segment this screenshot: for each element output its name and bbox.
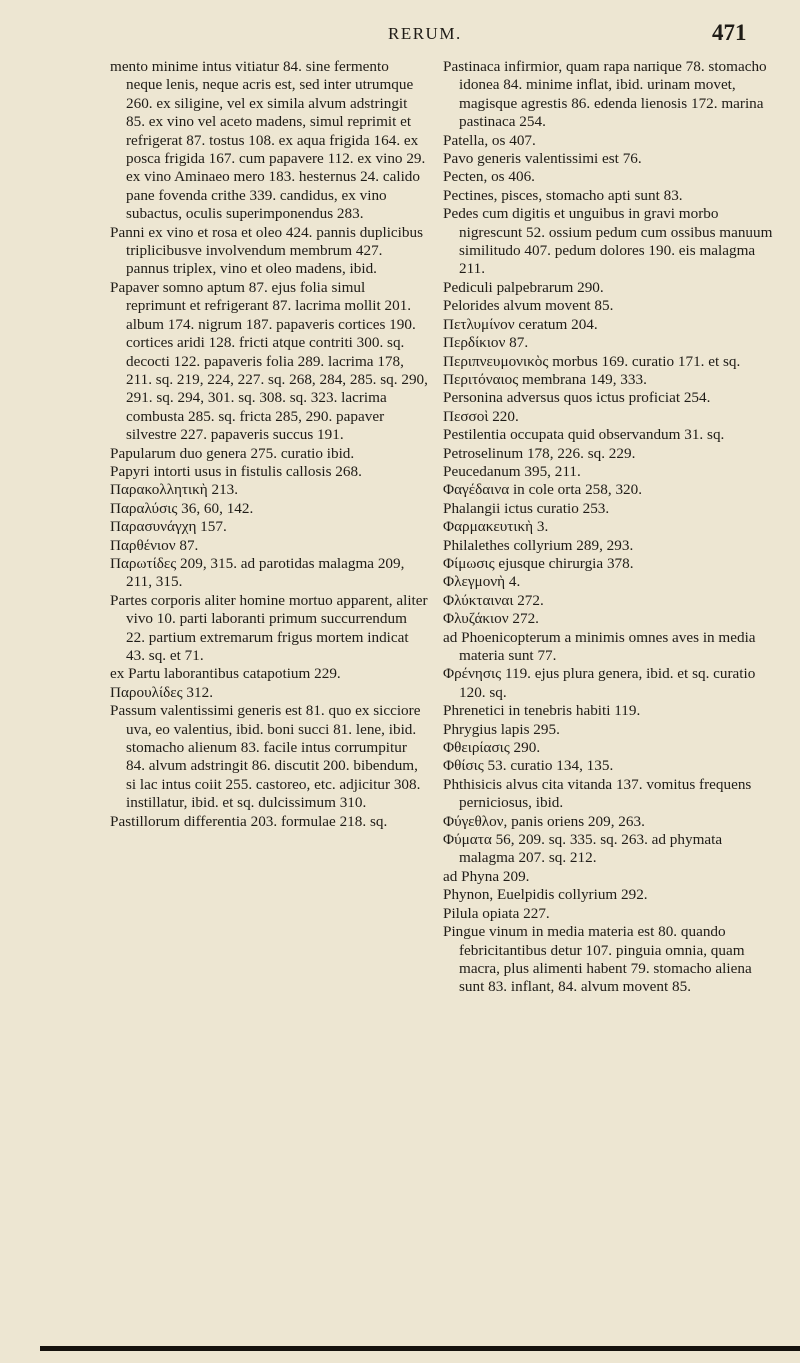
index-entry: Φαρμακευτικὴ 3. — [443, 518, 549, 536]
index-entry: Πετλυμίνον ceratum 204. — [443, 315, 598, 333]
index-entry: ex Partu laborantibus catapotium 229. — [110, 665, 341, 683]
index-entry: Pastinaca infirmior, quam rapa nапique 78. stomacho idonea 84. minime inflat, ibid. urinam movet, magisque agrestis 86. edenda lienosis 172. marina pastinaca 254. — [443, 58, 767, 131]
index-entry: Παραλύσις 36, 60, 142. — [110, 499, 254, 517]
index-entry: ad Phyna 209. — [443, 867, 530, 885]
index-entry: Φλυζάκιον 272. — [443, 610, 539, 628]
index-entry: Phrygius lapis 295. — [443, 720, 560, 738]
index-entry: Papularum duo genera 275. curatio ibid. — [110, 444, 355, 462]
index-entry: Παρακολλητικὴ 213. — [110, 481, 239, 499]
index-entry: Pavo generis valentissimi est 76. — [443, 150, 642, 168]
index-entry: Pastillorum differentia 203. formulae 218. sq. — [110, 812, 388, 830]
index-entry: Pecten, os 406. — [443, 168, 535, 186]
index-entry: Φλεγμονὴ 4. — [443, 573, 521, 591]
index-entry: Φθειρίασις 290. — [443, 739, 541, 757]
index-entry: Papaver somno aptum 87. ejus folia simul reprimunt et refrigerant 87. lacrima mollit 201. album 174. nigrum 187. papaveris cortices 190. cortices aridi 128. fricti atque contriti 300. sq. decocti 122. papaveris folia 289. lacrima 178, 211. sq. 219, 224, 227. sq. 268, 284, 285. sq. 290, 291. sq. 294, 301. sq. 308. sq. 323. lacrima combusta 285. sq. fricta 285, 290. papaver silvestre 227. papaveris succus 191. — [110, 278, 428, 444]
index-entry: Phthisicis alvus cita vitanda 137. vomitus frequens perniciosus, ibid. — [443, 775, 752, 812]
index-entry: Παρασυνάγχη 157. — [110, 518, 227, 536]
index-entry: Passum valentissimi generis est 81. quo ex sicciore uva, eo valentius, ibid. boni succi 81. lene, ibid. stomacho alienum 83. facile intus corrumpitur 84. alvum adstringit 86. discutit 200. bibendum, si lac intus coiit 255. castoreo, etc. adjicitur 308. instillatur, ibid. et sq. dulcissimum 310. — [110, 702, 421, 812]
index-entry: Φρένησις 119. ejus plura genera, ibid. et sq. curatio 120. sq. — [443, 665, 756, 701]
index-entry: Παρουλίδες 312. — [110, 683, 213, 701]
index-entry: Pilula opiata 227. — [443, 904, 550, 922]
index-entry: Peucedanum 395, 211. — [443, 462, 581, 480]
index-entry: Φλύκταιναι 272. — [443, 591, 544, 609]
index-entry: Περιπνευμονικὸς morbus 169. curatio 171. et sq. — [443, 352, 741, 370]
index-entry: Περδίκιον 87. — [443, 334, 529, 352]
index-entry: Φίμωσις ejusque chirurgia 378. — [443, 554, 634, 572]
index-entry: Pelorides alvum movent 85. — [443, 297, 614, 315]
index-entry: Φύματα 56, 209. sq. 335. sq. 263. ad phymata malagma 207. sq. 212. — [443, 831, 723, 867]
index-entry: Pestilentia occupata quid observandum 31. sq. — [443, 426, 725, 444]
bottom-rule — [40, 1346, 800, 1351]
index-entry: Pingue vinum in media materia est 80. quando febricitantibus detur 107. pinguia omnia, quam macra, plus alimenti habent 79. stomacho aliena sunt 83. inflant, 84. alvum movent 85. — [443, 923, 752, 996]
index-entry: Φθίσις 53. curatio 134, 135. — [443, 757, 614, 775]
index-entry: Panni ex vino et rosa et oleo 424. pannis duplicibus triplicibusve involvendum membrum 427. pannus triplex, vino et oleo madens, ibid. — [110, 223, 423, 278]
index-entry: Περιτόναιος membrana 149, 333. — [443, 370, 647, 388]
index-entry: Pectines, pisces, stomacho apti sunt 83. — [443, 186, 683, 204]
index-entry: Partes corporis aliter homine mortuo apparent, aliter vivo 10. parti laboranti primum succurrendum 22. partium extremarum frigus mortem indicat 43. sq. et 71. — [110, 591, 428, 664]
index-entry: Παρωτίδες 209, 315. ad parotidas malagma 209, 211, 315. — [110, 554, 405, 591]
index-entry: Phrenetici in tenebris habiti 119. — [443, 702, 641, 720]
index-entry: Petroselinum 178, 226. sq. 229. — [443, 444, 636, 462]
index-entry: Philalethes collyrium 289, 293. — [443, 536, 634, 554]
index-entry: ad Phoenicopterum a minimis omnes aves in media materia sunt 77. — [443, 628, 756, 664]
index-entry: Phalangii ictus curatio 253. — [443, 499, 610, 517]
index-column-left — [110, 58, 428, 831]
index-entry: Papyri intorti usus in fistulis callosis 268. — [110, 462, 362, 480]
index-entry: Φύγεθλον, panis oriens 209, 263. — [443, 812, 645, 830]
index-entry: Personina adversus quos ictus proficiat 254. — [443, 389, 711, 407]
index-column-right — [443, 58, 773, 997]
index-entry: Φαγέδαινα in cole orta 258, 320. — [443, 481, 643, 499]
index-entry: Phynon, Euelpidis collyrium 292. — [443, 886, 648, 904]
index-entry: Pedes cum digitis et unguibus in gravi morbo nigrescunt 52. ossium pedum cum ossibus manuum similitudo 407. pedum dolores 190. eis malagma 211. — [443, 205, 773, 278]
index-entry: Παρθένιον 87. — [110, 536, 199, 554]
index-entry: Patella, os 407. — [443, 131, 536, 149]
running-title: RERUM. — [388, 24, 462, 43]
index-entry: Pediculi palpebrarum 290. — [443, 278, 604, 296]
index-entry: mento minime intus vitiatur 84. sine fermento neque lenis, neque acris est, sed inter utrumque 260. ex siligine, vel ex simila alvum adstringit 85. ex vino vel aceto madens, simul reprimit et refrigerat 87. tostus 108. ex aqua frigida 164. ex posca frigida 167. cum papavere 112. ex vino 29. ex vino Aminaeo mero 183. hesternus 24. calido pane fovenda crithe 339. candidus, ex vino subactus, oculis superimponendus 283. — [110, 58, 426, 223]
page-number: 471 — [712, 20, 747, 45]
index-entry: Πεσσοὶ 220. — [443, 407, 519, 425]
running-head — [0, 20, 800, 50]
